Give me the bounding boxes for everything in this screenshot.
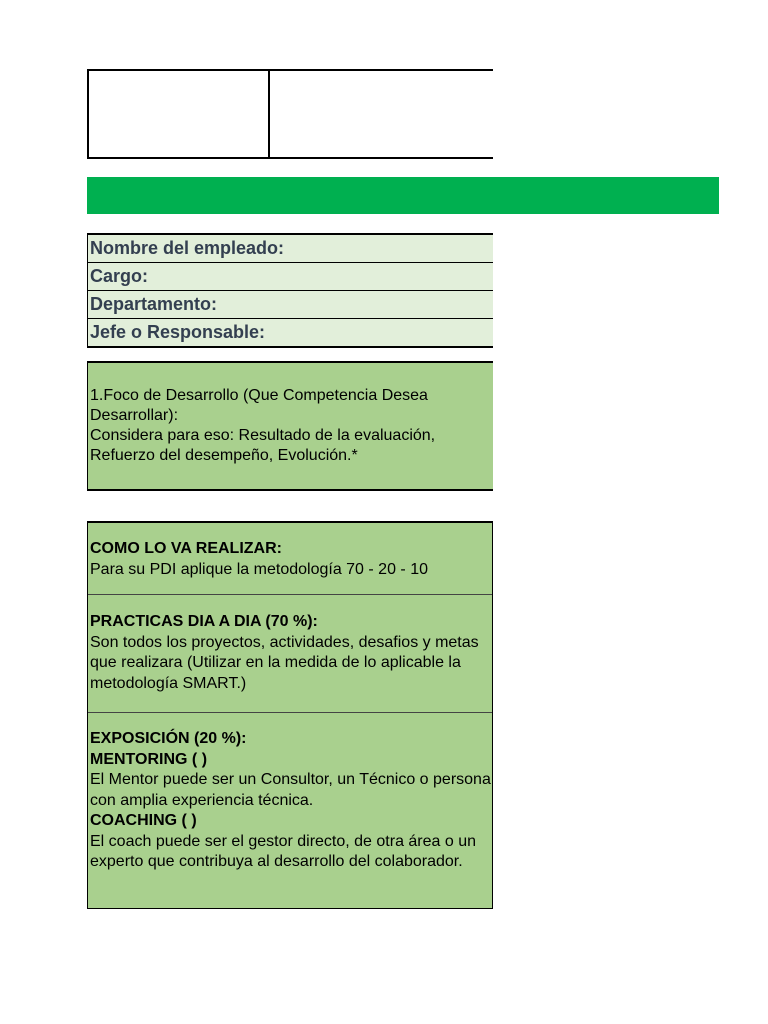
manager-label: Jefe o Responsable: <box>88 319 493 347</box>
employee-name-label: Nombre del empleado: <box>88 235 493 263</box>
mentoring-text: El Mentor puede ser un Consultor, un Técnico o persona con amplia experiencia técnica. <box>90 771 491 809</box>
development-focus-section <box>87 361 493 491</box>
department-label: Departamento: <box>88 291 493 319</box>
header-divider <box>268 71 270 157</box>
coaching-text: El coach puede ser el gestor directo, de otra área o un experto que contribuya al desarrollo del colaborador. <box>90 832 477 870</box>
coaching-title: COACHING ( ) <box>90 812 197 829</box>
practices-section <box>88 595 492 713</box>
focus-question: 1.Foco de Desarrollo (Que Competencia Desea Desarrollar): <box>90 387 428 424</box>
mentoring-title: MENTORING ( ) <box>90 750 208 768</box>
header-logo-box <box>87 69 493 159</box>
how-text: Para su PDI aplique la metodología 70 - 20 - 10 <box>90 560 428 578</box>
how-section <box>88 523 492 595</box>
title-bar <box>87 177 719 214</box>
exposure-title: EXPOSICIÓN (20 %): <box>90 730 247 747</box>
exposure-section <box>88 713 492 908</box>
how-title: COMO LO VA REALIZAR: <box>90 540 282 557</box>
practices-text: Son todos los proyectos, actividades, desafios y metas que realizara (Utilizar en la medida de lo aplicable la metodología SMART.) <box>90 633 479 692</box>
practices-title: PRACTICAS DIA A DIA (70 %): <box>90 613 318 630</box>
employee-info-table <box>87 233 493 348</box>
methodology-table <box>87 521 493 909</box>
focus-hint: Considera para eso: Resultado de la evaluación, Refuerzo del desempeño, Evolución.* <box>90 427 436 464</box>
position-label: Cargo: <box>88 263 493 291</box>
